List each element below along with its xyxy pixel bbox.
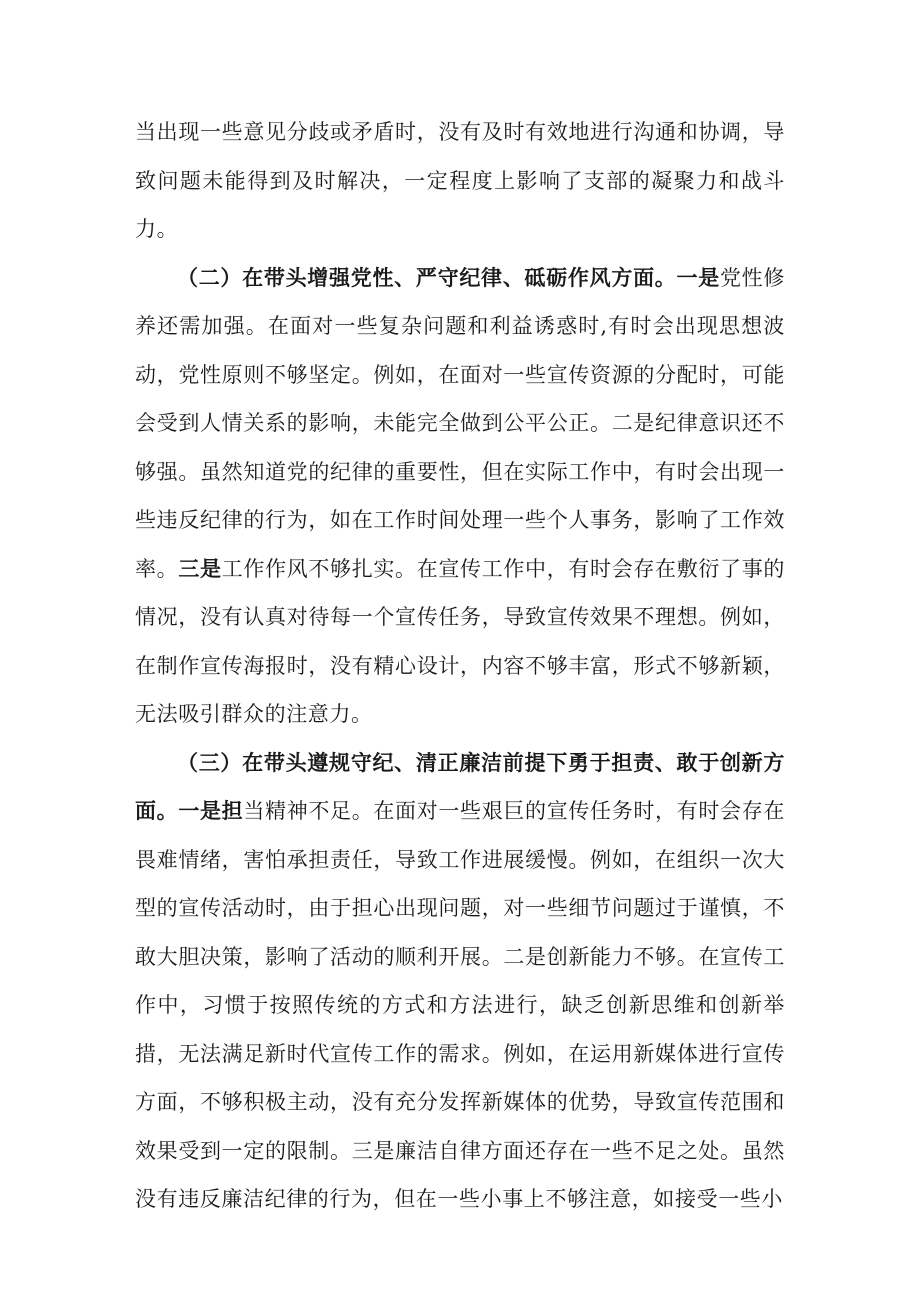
section-2-lead-3: 三是 — [178, 555, 222, 581]
section-3-body-1: 当精神不足。在面对一些艰巨的宣传任务时，有时会存在畏难情绪，害怕承担责任，导致工作进展缓慢。例如，在组织一次大型的宣传活动时，由于担心出现问题，对一些细节问题过于谨慎，不敢大胆决策，影响了活动的顺利开展。二是创新能力不够。在宣传工作中，习惯于按照传统的方式和方法进行，缺乏创新思维和创新举措，无法满足新时代宣传工作的需求。例如，在运用新媒体进行宣传方面，不够积极主动，没有充分发挥新媒体的优势，导致宣传范围和效果受到一定的限制。三是廉洁自律方面还存在一些不足之处。虽然没有违反廉洁纪律的行为，但在一些小事上不够注意，如接受一些小 — [135, 799, 785, 1211]
section-3-lead-1: 一是担 — [178, 798, 244, 823]
section-2-paragraph — [135, 254, 785, 739]
paragraph-continuation: 当出现一些意见分歧或矛盾时，没有及时有效地进行沟通和协调，导致问题未能得到及时解决，一定程度上影响了支部的凝聚力和战斗力。 — [135, 120, 785, 241]
section-3-heading: （三）在带头遵规守纪、清正廉洁前提下勇于担责、敢于创新方面。 — [135, 749, 785, 823]
document-page — [135, 108, 785, 1224]
section-2-heading: （二）在带头增强党性、严守纪律、砥砺作风方面。 — [177, 264, 677, 290]
section-2-lead-1: 一是 — [676, 264, 720, 290]
section-3-paragraph — [135, 739, 785, 1224]
section-2-body-3: 工作作风不够扎实。在宣传工作中，有时会存在敷衍了事的情况，没有认真对待每一个宣传任务，导致宣传效果不理想。例如，在制作宣传海报时，没有精心设计，内容不够丰富，形式不够新颖，无法吸引群众的注意力。 — [135, 556, 785, 726]
section-2-body-1: 党性修养还需加强。在面对一些复杂问题和利益诱惑时,有时会出现思想波动，党性原则不够坚定。例如，在面对一些宣传资源的分配时，可能会受到人情关系的影响，未能完全做到公平公正。二是纪律意识还不够强。虽然知道党的纪律的重要性，但在实际工作中，有时会出现一些违反纪律的行为，如在工作时间处理一些个人事务，影响了工作效率。 — [135, 265, 785, 581]
